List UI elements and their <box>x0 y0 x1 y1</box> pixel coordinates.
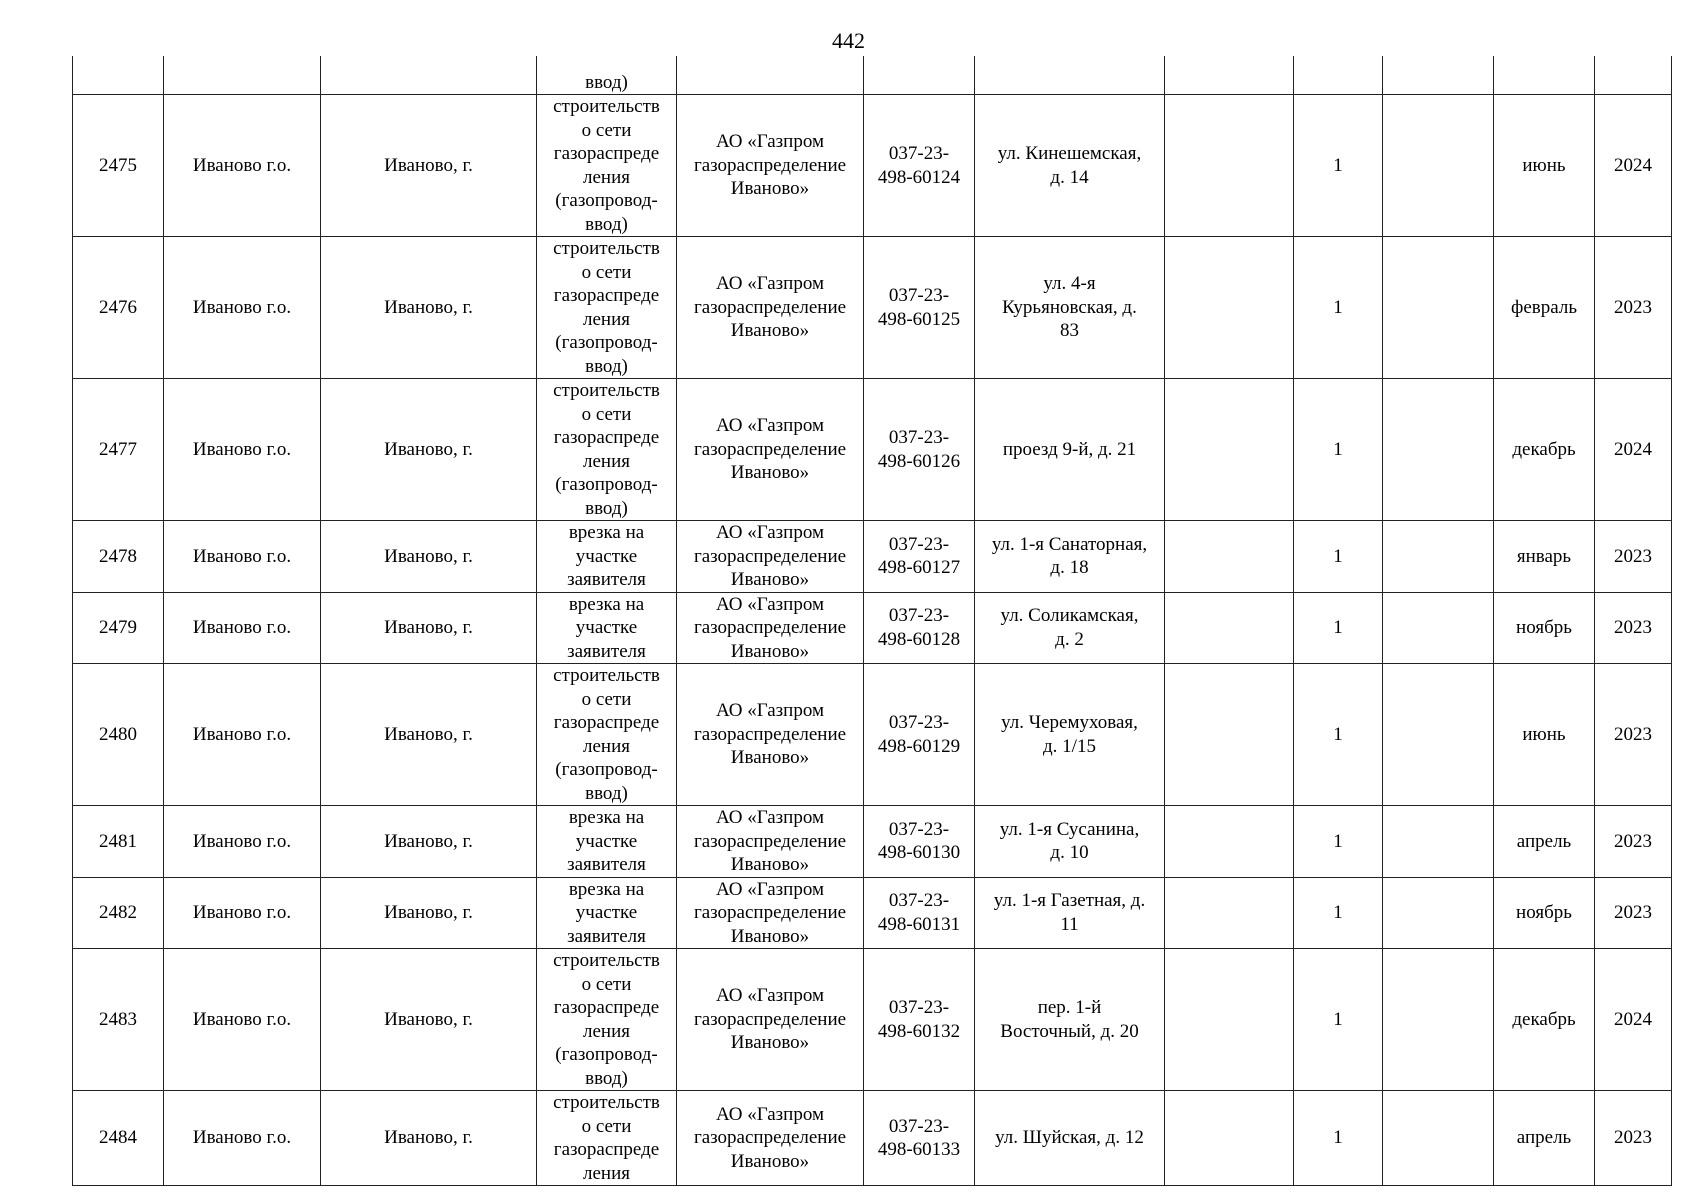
cell-month: июнь <box>1494 95 1595 237</box>
cell-extra-1 <box>1165 521 1294 593</box>
cell-settlement: Иваново, г. <box>321 1091 537 1186</box>
cell-extra-2 <box>1383 237 1494 379</box>
cell-organization: АО «Газпром газораспределение Иваново» <box>677 592 864 664</box>
cell-code: 037-23- 498-60126 <box>864 379 975 521</box>
cell-settlement: Иваново, г. <box>321 237 537 379</box>
cell-extra-1 <box>1165 877 1294 949</box>
cell-address: пер. 1-й Восточный, д. 20 <box>975 949 1165 1091</box>
cell-code: 037-23- 498-60128 <box>864 592 975 664</box>
cell-address: ул. Соликамская, д. 2 <box>975 592 1165 664</box>
cell-extra-1 <box>1165 1091 1294 1186</box>
cell-address: проезд 9-й, д. 21 <box>975 379 1165 521</box>
cell-num: 2484 <box>73 1091 164 1186</box>
cell-year: 2023 <box>1595 664 1672 806</box>
cell-month: ноябрь <box>1494 592 1595 664</box>
table-row <box>73 237 1672 379</box>
cell-organization: АО «Газпром газораспределение Иваново» <box>677 1091 864 1186</box>
table-row <box>73 592 1672 664</box>
cell-extra-2 <box>1383 379 1494 521</box>
cell-quantity <box>1294 56 1383 95</box>
cell-organization: АО «Газпром газораспределение Иваново» <box>677 806 864 878</box>
cell-year: 2023 <box>1595 592 1672 664</box>
table-row <box>73 1091 1672 1186</box>
cell-quantity: 1 <box>1294 664 1383 806</box>
gasification-register-table <box>72 56 1672 1186</box>
cell-num: 2479 <box>73 592 164 664</box>
cell-month: апрель <box>1494 806 1595 878</box>
cell-work-type: строительств о сети газораспреде ления (газопровод- ввод) <box>537 664 677 806</box>
cell-district: Иваново г.о. <box>164 237 321 379</box>
cell-organization: АО «Газпром газораспределение Иваново» <box>677 877 864 949</box>
cell-organization: АО «Газпром газораспределение Иваново» <box>677 949 864 1091</box>
cell-work-type: врезка на участке заявителя <box>537 806 677 878</box>
cell-address: ул. Шуйская, д. 12 <box>975 1091 1165 1186</box>
cell-num: 2477 <box>73 379 164 521</box>
cell-year: 2023 <box>1595 237 1672 379</box>
cell-organization <box>677 56 864 95</box>
cell-organization: АО «Газпром газораспределение Иваново» <box>677 95 864 237</box>
cell-settlement: Иваново, г. <box>321 806 537 878</box>
cell-year: 2023 <box>1595 521 1672 593</box>
table-row <box>73 379 1672 521</box>
cell-num: 2476 <box>73 237 164 379</box>
cell-extra-1 <box>1165 592 1294 664</box>
cell-quantity: 1 <box>1294 95 1383 237</box>
cell-address <box>975 56 1165 95</box>
cell-quantity: 1 <box>1294 949 1383 1091</box>
table-row <box>73 877 1672 949</box>
cell-extra-1 <box>1165 806 1294 878</box>
cell-extra-1 <box>1165 56 1294 95</box>
table-row <box>73 95 1672 237</box>
cell-settlement: Иваново, г. <box>321 877 537 949</box>
cell-month: июнь <box>1494 664 1595 806</box>
cell-extra-2 <box>1383 592 1494 664</box>
cell-district: Иваново г.о. <box>164 1091 321 1186</box>
cell-settlement: Иваново, г. <box>321 664 537 806</box>
cell-work-type: строительств о сети газораспреде ления (газопровод- ввод) <box>537 237 677 379</box>
cell-extra-2 <box>1383 806 1494 878</box>
cell-quantity: 1 <box>1294 806 1383 878</box>
cell-code: 037-23- 498-60127 <box>864 521 975 593</box>
cell-settlement: Иваново, г. <box>321 95 537 237</box>
cell-code: 037-23- 498-60132 <box>864 949 975 1091</box>
cell-month: январь <box>1494 521 1595 593</box>
table-row <box>73 806 1672 878</box>
cell-year: 2023 <box>1595 806 1672 878</box>
cell-address: ул. Кинешемская, д. 14 <box>975 95 1165 237</box>
cell-district: Иваново г.о. <box>164 379 321 521</box>
cell-address: ул. 1-я Санаторная, д. 18 <box>975 521 1165 593</box>
cell-quantity: 1 <box>1294 877 1383 949</box>
cell-year: 2023 <box>1595 1091 1672 1186</box>
cell-year: 2024 <box>1595 949 1672 1091</box>
cell-num: 2482 <box>73 877 164 949</box>
cell-code: 037-23- 498-60131 <box>864 877 975 949</box>
cell-code: 037-23- 498-60130 <box>864 806 975 878</box>
cell-month: апрель <box>1494 1091 1595 1186</box>
table-row <box>73 521 1672 593</box>
cell-quantity: 1 <box>1294 521 1383 593</box>
cell-settlement <box>321 56 537 95</box>
cell-extra-1 <box>1165 664 1294 806</box>
cell-year <box>1595 56 1672 95</box>
cell-settlement: Иваново, г. <box>321 379 537 521</box>
table-row <box>73 949 1672 1091</box>
cell-extra-1 <box>1165 95 1294 237</box>
cell-address: ул. 1-я Сусанина, д. 10 <box>975 806 1165 878</box>
cell-quantity: 1 <box>1294 592 1383 664</box>
cell-code: 037-23- 498-60124 <box>864 95 975 237</box>
cell-organization: АО «Газпром газораспределение Иваново» <box>677 521 864 593</box>
cell-settlement: Иваново, г. <box>321 592 537 664</box>
cell-extra-2 <box>1383 521 1494 593</box>
cell-year: 2024 <box>1595 379 1672 521</box>
cell-address: ул. 4-я Курьяновская, д. 83 <box>975 237 1165 379</box>
cell-month: декабрь <box>1494 949 1595 1091</box>
cell-quantity: 1 <box>1294 379 1383 521</box>
cell-num: 2480 <box>73 664 164 806</box>
cell-work-type: врезка на участке заявителя <box>537 521 677 593</box>
cell-month: ноябрь <box>1494 877 1595 949</box>
cell-year: 2024 <box>1595 95 1672 237</box>
cell-organization: АО «Газпром газораспределение Иваново» <box>677 664 864 806</box>
cell-code: 037-23- 498-60133 <box>864 1091 975 1186</box>
cell-extra-2 <box>1383 949 1494 1091</box>
cell-quantity: 1 <box>1294 1091 1383 1186</box>
cell-code <box>864 56 975 95</box>
cell-organization: АО «Газпром газораспределение Иваново» <box>677 379 864 521</box>
cell-work-type: строительств о сети газораспреде ления (газопровод- ввод) <box>537 949 677 1091</box>
cell-work-type: врезка на участке заявителя <box>537 592 677 664</box>
cell-num <box>73 56 164 95</box>
cell-district: Иваново г.о. <box>164 949 321 1091</box>
cell-work-type: строительств о сети газораспреде ления <box>537 1091 677 1186</box>
cell-address: ул. Черемуховая, д. 1/15 <box>975 664 1165 806</box>
cell-month: февраль <box>1494 237 1595 379</box>
cell-district: Иваново г.о. <box>164 521 321 593</box>
cell-month: декабрь <box>1494 379 1595 521</box>
cell-month <box>1494 56 1595 95</box>
cell-extra-2 <box>1383 1091 1494 1186</box>
cell-extra-1 <box>1165 379 1294 521</box>
cell-district <box>164 56 321 95</box>
cell-extra-2 <box>1383 877 1494 949</box>
cell-address: ул. 1-я Газетная, д. 11 <box>975 877 1165 949</box>
table-row-continued <box>73 56 1672 95</box>
cell-district: Иваново г.о. <box>164 592 321 664</box>
cell-district: Иваново г.о. <box>164 806 321 878</box>
cell-quantity: 1 <box>1294 237 1383 379</box>
cell-settlement: Иваново, г. <box>321 949 537 1091</box>
cell-work-type: строительств о сети газораспреде ления (газопровод- ввод) <box>537 95 677 237</box>
cell-work-type: врезка на участке заявителя <box>537 877 677 949</box>
cell-district: Иваново г.о. <box>164 664 321 806</box>
cell-extra-2 <box>1383 56 1494 95</box>
cell-extra-2 <box>1383 95 1494 237</box>
cell-extra-1 <box>1165 237 1294 379</box>
cell-extra-2 <box>1383 664 1494 806</box>
table-row <box>73 664 1672 806</box>
cell-year: 2023 <box>1595 877 1672 949</box>
cell-district: Иваново г.о. <box>164 877 321 949</box>
cell-code: 037-23- 498-60125 <box>864 237 975 379</box>
cell-num: 2478 <box>73 521 164 593</box>
cell-num: 2481 <box>73 806 164 878</box>
cell-district: Иваново г.о. <box>164 95 321 237</box>
cell-num: 2483 <box>73 949 164 1091</box>
cell-num: 2475 <box>73 95 164 237</box>
page-number: 442 <box>832 28 865 53</box>
cell-work-type: строительств о сети газораспреде ления (газопровод- ввод) <box>537 379 677 521</box>
cell-extra-1 <box>1165 949 1294 1091</box>
cell-settlement: Иваново, г. <box>321 521 537 593</box>
cell-organization: АО «Газпром газораспределение Иваново» <box>677 237 864 379</box>
cell-code: 037-23- 498-60129 <box>864 664 975 806</box>
cell-work-type: ввод) <box>537 56 677 95</box>
